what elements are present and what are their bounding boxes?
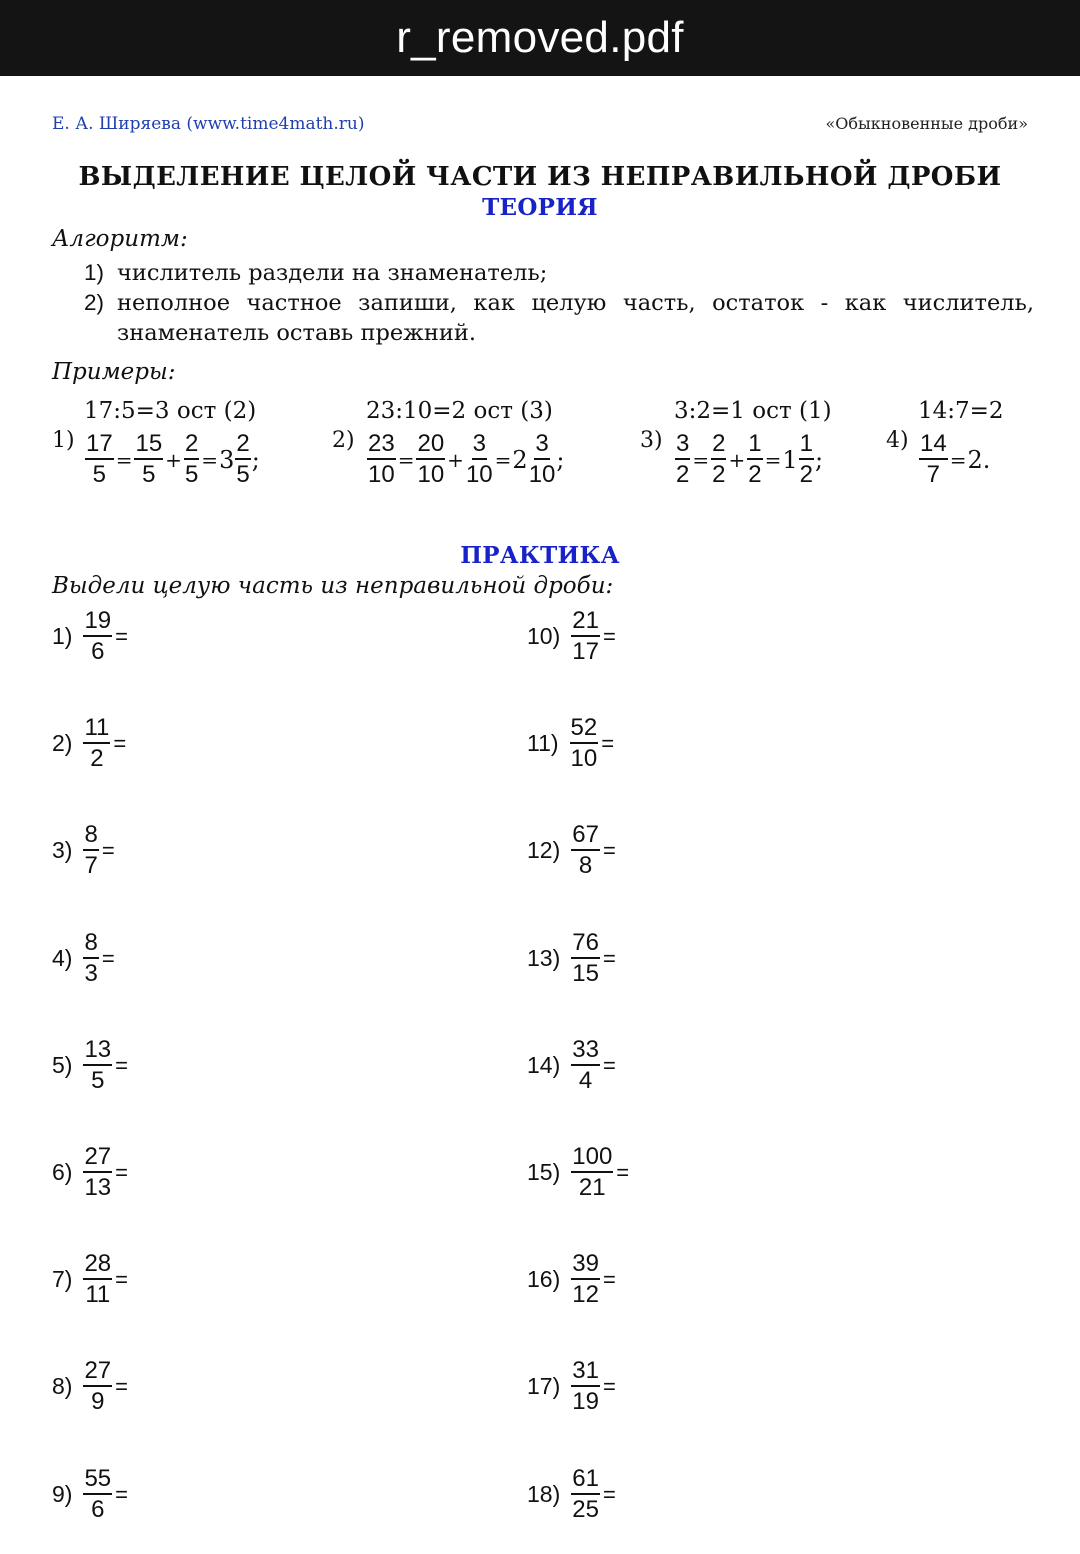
example-division: 23:10=2 ост (3) [366, 398, 553, 424]
example-equation: $\frac{14}{7}$ = 2. [920, 430, 991, 488]
fraction [83, 1359, 112, 1414]
task-number: 18) [527, 1481, 561, 1507]
task-number: 9) [52, 1481, 73, 1507]
denominator: 12 [572, 1281, 599, 1308]
fraction: $\frac{2}{5}$ [184, 430, 199, 488]
practice-task [52, 1252, 128, 1307]
task-number: 15) [527, 1159, 561, 1185]
topic-header: «Обыкновенные дроби» [825, 114, 1028, 133]
equals-sign: = [101, 945, 115, 971]
denominator: 10 [570, 745, 598, 772]
task-number: 11) [527, 730, 559, 756]
fraction [83, 716, 110, 771]
task-number: 2) [52, 730, 73, 756]
page-title: ВЫДЕЛЕНИЕ ЦЕЛОЙ ЧАСТИ ИЗ НЕПРАВИЛЬНОЙ ДРОБИ [78, 162, 1002, 192]
fraction [83, 931, 98, 986]
task-number: 7) [52, 1266, 73, 1292]
fraction: $\frac{3}{10}$ [528, 430, 556, 488]
practice-task [52, 1359, 128, 1414]
fraction: $\frac{15}{5}$ [135, 430, 163, 488]
practice-task [527, 823, 616, 878]
window-title: r_removed.pdf [0, 0, 1080, 76]
numerator: 19 [83, 609, 112, 637]
algorithm-steps [84, 258, 1034, 348]
practice-task [527, 931, 616, 986]
task-number: 6) [52, 1159, 73, 1185]
numerator: 67 [571, 823, 600, 851]
practice-task [527, 1252, 616, 1307]
step-number: 1) [84, 260, 105, 285]
fraction: $\frac{3}{2}$ [676, 430, 690, 488]
equals-sign: = [616, 1159, 630, 1185]
denominator: 4 [578, 1067, 593, 1094]
denominator: 8 [578, 852, 593, 879]
numerator: 27 [83, 1359, 112, 1387]
step-text: числитель раздели на знаменатель; [117, 260, 548, 286]
practice-task [527, 1359, 616, 1414]
denominator: 6 [91, 638, 105, 665]
task-number: 10) [527, 623, 561, 649]
denominator: 19 [572, 1388, 599, 1415]
practice-task [52, 823, 115, 878]
equals-sign: = [602, 1373, 616, 1399]
practice-task [52, 609, 128, 664]
practice-instruction: Выдели целую часть из неправильной дроби: [52, 573, 614, 599]
denominator: 13 [84, 1174, 112, 1201]
equals-sign: = [115, 1052, 129, 1078]
fraction [571, 931, 600, 986]
numerator: 8 [83, 823, 98, 851]
fraction [571, 609, 600, 664]
example-equation: $\frac{3}{2}$ = $\frac{2}{2}$ + $\frac{1}{2}$ = 1 $\frac{1}{2}$ ; [676, 430, 824, 488]
algorithm-step [84, 258, 1034, 288]
practice-task [52, 1145, 128, 1200]
numerator: 33 [571, 1038, 600, 1066]
fraction [83, 823, 98, 878]
whole-part: 3 [219, 445, 235, 474]
task-number: 14) [527, 1052, 561, 1078]
fraction [83, 1038, 112, 1093]
numerator: 27 [83, 1145, 112, 1173]
equals-sign: = [115, 623, 129, 649]
algorithm-label: Алгоритм: [52, 226, 188, 252]
equals-sign: = [115, 1266, 129, 1292]
example-number: 4) [886, 428, 909, 453]
task-number: 12) [527, 837, 561, 863]
denominator: 25 [572, 1496, 599, 1523]
example-division: 17:5=3 ост (2) [84, 398, 257, 424]
practice-task [52, 1038, 128, 1093]
example-equation: $\frac{17}{5}$ = $\frac{15}{5}$ + $\frac{2}{5}$ = 3 $\frac{2}{5}$ ; [86, 430, 260, 488]
fraction: $\frac{20}{10}$ [417, 430, 445, 488]
pdf-page[interactable] [0, 76, 1080, 1554]
fraction [571, 1252, 600, 1307]
fraction [83, 609, 112, 664]
equals-sign: = [101, 837, 115, 863]
equals-sign: = [115, 1373, 129, 1399]
equals-sign: = [601, 730, 615, 756]
fraction: $\frac{1}{2}$ [748, 430, 762, 488]
fraction: $\frac{14}{7}$ [920, 430, 947, 488]
practice-task [527, 716, 614, 771]
example-division: 3:2=1 ост (1) [674, 398, 832, 424]
equals-sign: = [602, 1052, 616, 1078]
fraction [571, 1038, 600, 1093]
equals-sign: = [602, 1481, 616, 1507]
equals-sign: = [602, 1266, 616, 1292]
numerator: 13 [83, 1038, 112, 1066]
equals-sign: = [115, 1481, 129, 1507]
fraction [83, 1145, 112, 1200]
fraction: $\frac{3}{10}$ [465, 430, 493, 488]
task-number: 5) [52, 1052, 73, 1078]
example-division: 14:7=2 [918, 398, 1004, 424]
denominator: 7 [84, 852, 98, 879]
equals-sign: = [602, 945, 616, 971]
denominator: 17 [572, 638, 599, 665]
example-number: 2) [332, 428, 355, 453]
examples-label: Примеры: [52, 359, 176, 385]
practice-task [52, 1467, 128, 1522]
practice-task [52, 716, 126, 771]
practice-task [527, 1467, 616, 1522]
task-number: 1) [52, 623, 73, 649]
fraction [571, 1145, 613, 1200]
fraction [571, 1359, 600, 1414]
fraction [83, 1467, 112, 1522]
task-number: 4) [52, 945, 73, 971]
denominator: 3 [84, 960, 98, 987]
whole-part: 1 [782, 445, 798, 474]
example-equation: $\frac{23}{10}$ = $\frac{20}{10}$ + $\frac{3}{10}$ = 2 $\frac{3}{10}$ ; [368, 430, 565, 488]
denominator: 21 [578, 1174, 606, 1201]
fraction: $\frac{1}{2}$ [799, 430, 814, 488]
denominator: 11 [85, 1281, 111, 1308]
task-number: 17) [527, 1373, 561, 1399]
algorithm-step [84, 288, 1034, 348]
task-number: 13) [527, 945, 561, 971]
fraction [571, 1467, 600, 1522]
task-number: 8) [52, 1373, 73, 1399]
numerator: 52 [570, 716, 599, 744]
fraction [570, 716, 599, 771]
denominator: 9 [91, 1388, 105, 1415]
task-number: 3) [52, 837, 73, 863]
denominator: 6 [91, 1496, 105, 1523]
numerator: 8 [83, 931, 98, 959]
numerator: 39 [571, 1252, 600, 1280]
equals-sign: = [602, 623, 616, 649]
practice-task [527, 1038, 616, 1093]
example-number: 1) [52, 428, 75, 453]
whole-part: 2 [512, 445, 528, 474]
result: 2. [967, 445, 991, 474]
author-header: Е. А. Ширяева (www.time4math.ru) [52, 114, 365, 134]
fraction: $\frac{17}{5}$ [86, 430, 113, 488]
fraction: $\frac{2}{5}$ [236, 430, 250, 488]
step-text: неполное частное запиши, как целую часть, остаток - как числитель, знаменатель оставь прежний. [117, 290, 1034, 346]
practice-task [52, 931, 115, 986]
fraction [571, 823, 600, 878]
denominator: 5 [91, 1067, 105, 1094]
numerator: 76 [571, 931, 600, 959]
practice-task [527, 609, 616, 664]
numerator: 28 [83, 1252, 112, 1280]
numerator: 100 [571, 1145, 613, 1173]
practice-heading: ПРАКТИКА [460, 542, 620, 569]
numerator: 61 [571, 1467, 600, 1495]
fraction: $\frac{2}{2}$ [712, 430, 726, 488]
equals-sign: = [115, 1159, 129, 1185]
fraction [83, 1252, 112, 1307]
task-number: 16) [527, 1266, 561, 1292]
theory-heading: ТЕОРИЯ [482, 194, 598, 221]
numerator: 11 [83, 716, 110, 744]
example-number: 3) [640, 428, 663, 453]
denominator: 2 [90, 745, 104, 772]
step-number: 2) [84, 290, 105, 315]
equals-sign: = [602, 837, 616, 863]
numerator: 31 [571, 1359, 600, 1387]
practice-task [527, 1145, 629, 1200]
denominator: 15 [572, 960, 599, 987]
equals-sign: = [113, 730, 127, 756]
numerator: 21 [571, 609, 600, 637]
numerator: 55 [83, 1467, 112, 1495]
fraction: $\frac{23}{10}$ [368, 430, 395, 488]
